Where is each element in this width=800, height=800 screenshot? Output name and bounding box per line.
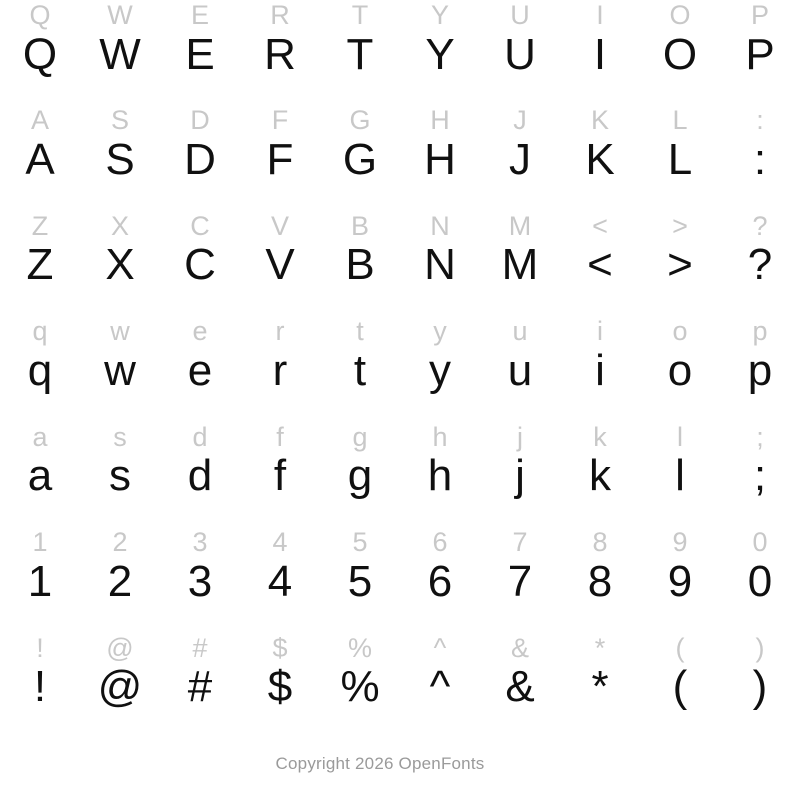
glyph-cell: > xyxy=(672,210,688,241)
glyph-cell: w xyxy=(110,316,130,347)
glyph-cell: f xyxy=(273,451,287,501)
glyph-cell: M xyxy=(508,210,532,241)
glyph-cell: i xyxy=(595,345,605,395)
glyph-cell: f xyxy=(276,421,284,452)
glyph-cell: G xyxy=(349,105,371,136)
glyph-cell: o xyxy=(667,345,693,395)
glyph-cell: 6 xyxy=(427,556,453,606)
row-symbols-ghost xyxy=(0,632,800,666)
glyph-cell: W xyxy=(99,29,141,79)
glyph-cell: @ xyxy=(106,632,134,663)
glyph-cell: % xyxy=(347,632,372,663)
glyph-cell: 5 xyxy=(347,556,373,606)
glyph-cell: $ xyxy=(267,662,293,712)
glyph-cell: 1 xyxy=(27,556,53,606)
row-lowercase-asdf-main xyxy=(0,451,800,529)
glyph-cell: A xyxy=(30,105,49,136)
glyph-cell: Z xyxy=(31,210,49,241)
glyph-cell: 0 xyxy=(747,556,773,606)
glyph-cell: & xyxy=(510,632,529,663)
glyph-cell: U xyxy=(504,29,536,79)
glyph-cell: 8 xyxy=(592,527,608,558)
glyph-cell: ( xyxy=(672,662,688,712)
glyph-cell: O xyxy=(669,0,691,30)
glyph-cell: N xyxy=(424,240,456,290)
glyph-cell: 6 xyxy=(432,527,448,558)
glyph-cell: u xyxy=(507,345,533,395)
glyph-cell: 2 xyxy=(112,527,128,558)
glyph-cell: K xyxy=(585,134,615,184)
glyph-cell: ? xyxy=(752,210,768,241)
glyph-cell: B xyxy=(350,210,369,241)
glyph-cell: q xyxy=(32,316,48,347)
glyph-cell: 9 xyxy=(672,527,688,558)
glyph-cell: S xyxy=(110,105,129,136)
row-lowercase-asdf-ghost xyxy=(0,421,800,455)
glyph-cell: ? xyxy=(747,240,773,290)
glyph-cell: B xyxy=(345,240,375,290)
glyph-cell: y xyxy=(429,345,451,395)
glyph-cell: Y xyxy=(425,29,455,79)
glyph-cell: 3 xyxy=(192,527,208,558)
glyph-cell: 3 xyxy=(187,556,213,606)
glyph-cell: I xyxy=(593,29,607,79)
glyph-cell: L xyxy=(672,105,688,136)
glyph-cell: y xyxy=(433,316,447,347)
glyph-cell: K xyxy=(590,105,609,136)
glyph-cell: k xyxy=(593,421,607,452)
glyph-cell: L xyxy=(667,134,693,184)
glyph-cell: : xyxy=(756,105,764,136)
glyph-cell: o xyxy=(672,316,688,347)
glyph-cell: a xyxy=(27,451,53,501)
glyph-cell: 7 xyxy=(507,556,533,606)
row-digits-main xyxy=(0,556,800,635)
glyph-cell: J xyxy=(513,105,527,136)
row-uppercase-qwerty-ghost xyxy=(0,2,800,33)
glyph-cell: F xyxy=(266,134,294,184)
row-uppercase-qwerty-main xyxy=(0,29,800,108)
glyph-cell: p xyxy=(752,316,768,347)
glyph-cell: C xyxy=(190,210,210,241)
glyph-cell: r xyxy=(272,345,288,395)
glyph-cell: j xyxy=(515,451,525,501)
glyph-cell: ( xyxy=(675,632,685,663)
glyph-cell: 7 xyxy=(512,527,528,558)
glyph-cell: ! xyxy=(36,632,44,663)
glyph-cell: e xyxy=(192,316,208,347)
glyph-cell: h xyxy=(432,421,448,452)
glyph-cell: Y xyxy=(430,0,449,30)
glyph-cell: @ xyxy=(97,662,143,712)
glyph-cell: ! xyxy=(33,662,47,712)
glyph-cell: l xyxy=(677,421,683,452)
glyph-cell: V xyxy=(265,240,295,290)
glyph-cell: r xyxy=(275,316,285,347)
glyph-cell: s xyxy=(113,421,127,452)
copyright-notice: Copyright 2026 OpenFonts xyxy=(275,754,485,773)
row-uppercase-zxcv-ghost xyxy=(0,210,800,244)
glyph-cell: R xyxy=(270,0,290,30)
glyph-cell: j xyxy=(517,421,523,452)
glyph-cell: ) xyxy=(752,662,768,712)
glyph-cell: ; xyxy=(753,451,767,501)
glyph-cell: i xyxy=(597,316,603,347)
glyph-cell: R xyxy=(264,29,296,79)
glyph-cell: g xyxy=(352,421,368,452)
glyph-cell: P xyxy=(750,0,769,30)
row-digits-ghost xyxy=(0,529,800,560)
glyph-cell: M xyxy=(501,240,539,290)
glyph-cell: P xyxy=(745,29,775,79)
glyph-cell: J xyxy=(509,134,531,184)
glyph-cell: V xyxy=(270,210,289,241)
glyph-cell: D xyxy=(184,134,216,184)
glyph-cell: a xyxy=(32,421,48,452)
glyph-cell: < xyxy=(592,210,608,241)
glyph-cell: ^ xyxy=(433,632,447,663)
row-lowercase-qwerty-main xyxy=(0,345,800,424)
glyph-cell: : xyxy=(753,134,767,184)
glyph-cell: X xyxy=(110,210,129,241)
glyph-cell: 1 xyxy=(32,527,48,558)
glyph-cell: N xyxy=(430,210,450,241)
glyph-cell: u xyxy=(512,316,528,347)
glyph-cell: 2 xyxy=(107,556,133,606)
glyph-cell: # xyxy=(187,662,213,712)
glyph-cell: 4 xyxy=(267,556,293,606)
glyph-cell: e xyxy=(187,345,213,395)
glyph-cell: W xyxy=(107,0,133,30)
row-uppercase-asdf-main xyxy=(0,134,800,213)
glyph-cell: E xyxy=(185,29,215,79)
glyph-cell: S xyxy=(105,134,135,184)
glyph-cell: ; xyxy=(756,421,764,452)
glyph-cell: A xyxy=(25,134,55,184)
glyph-cell: l xyxy=(675,451,685,501)
glyph-cell: U xyxy=(510,0,530,30)
glyph-cell: & xyxy=(505,662,535,712)
glyph-cell: H xyxy=(424,134,456,184)
glyph-cell: d xyxy=(187,451,213,501)
glyph-cell: > xyxy=(667,240,693,290)
glyph-cell: k xyxy=(589,451,611,501)
glyph-cell: % xyxy=(340,662,380,712)
glyph-cell: T xyxy=(346,29,374,79)
glyph-cell: p xyxy=(747,345,773,395)
glyph-cell: 5 xyxy=(352,527,368,558)
glyph-cell: H xyxy=(430,105,450,136)
glyph-cell: < xyxy=(587,240,613,290)
glyph-cell: Q xyxy=(29,0,51,30)
glyph-cell: * xyxy=(591,662,609,712)
glyph-cell: 4 xyxy=(272,527,288,558)
glyph-cell: ) xyxy=(755,632,765,663)
glyph-cell: 9 xyxy=(667,556,693,606)
glyph-cell: D xyxy=(190,105,210,136)
glyph-cell: * xyxy=(594,632,606,663)
glyph-cell: I xyxy=(596,0,604,30)
glyph-cell: 0 xyxy=(752,527,768,558)
glyph-cell: ^ xyxy=(429,662,451,712)
glyph-cell: E xyxy=(190,0,209,30)
glyph-cell: q xyxy=(27,345,53,395)
glyph-cell: T xyxy=(351,0,369,30)
glyph-cell: 8 xyxy=(587,556,613,606)
glyph-cell: G xyxy=(342,134,378,184)
glyph-cell: t xyxy=(353,345,367,395)
glyph-cell: t xyxy=(356,316,364,347)
glyph-cell: g xyxy=(347,451,373,501)
glyph-cell: X xyxy=(105,240,135,290)
glyph-cell: s xyxy=(109,451,131,501)
row-uppercase-asdf-ghost xyxy=(0,107,800,138)
glyph-cell: F xyxy=(271,105,289,136)
glyph-cell: h xyxy=(427,451,453,501)
row-symbols-main xyxy=(0,662,800,740)
glyph-cell: w xyxy=(104,345,136,395)
glyph-cell: # xyxy=(192,632,208,663)
row-lowercase-qwerty-ghost xyxy=(0,318,800,349)
row-uppercase-zxcv-main xyxy=(0,240,800,318)
glyph-cell: Q xyxy=(22,29,58,79)
glyph-cell: $ xyxy=(272,632,288,663)
glyph-cell: d xyxy=(192,421,208,452)
glyph-cell: Z xyxy=(26,240,54,290)
glyph-cell: C xyxy=(184,240,216,290)
glyph-cell: O xyxy=(662,29,698,79)
